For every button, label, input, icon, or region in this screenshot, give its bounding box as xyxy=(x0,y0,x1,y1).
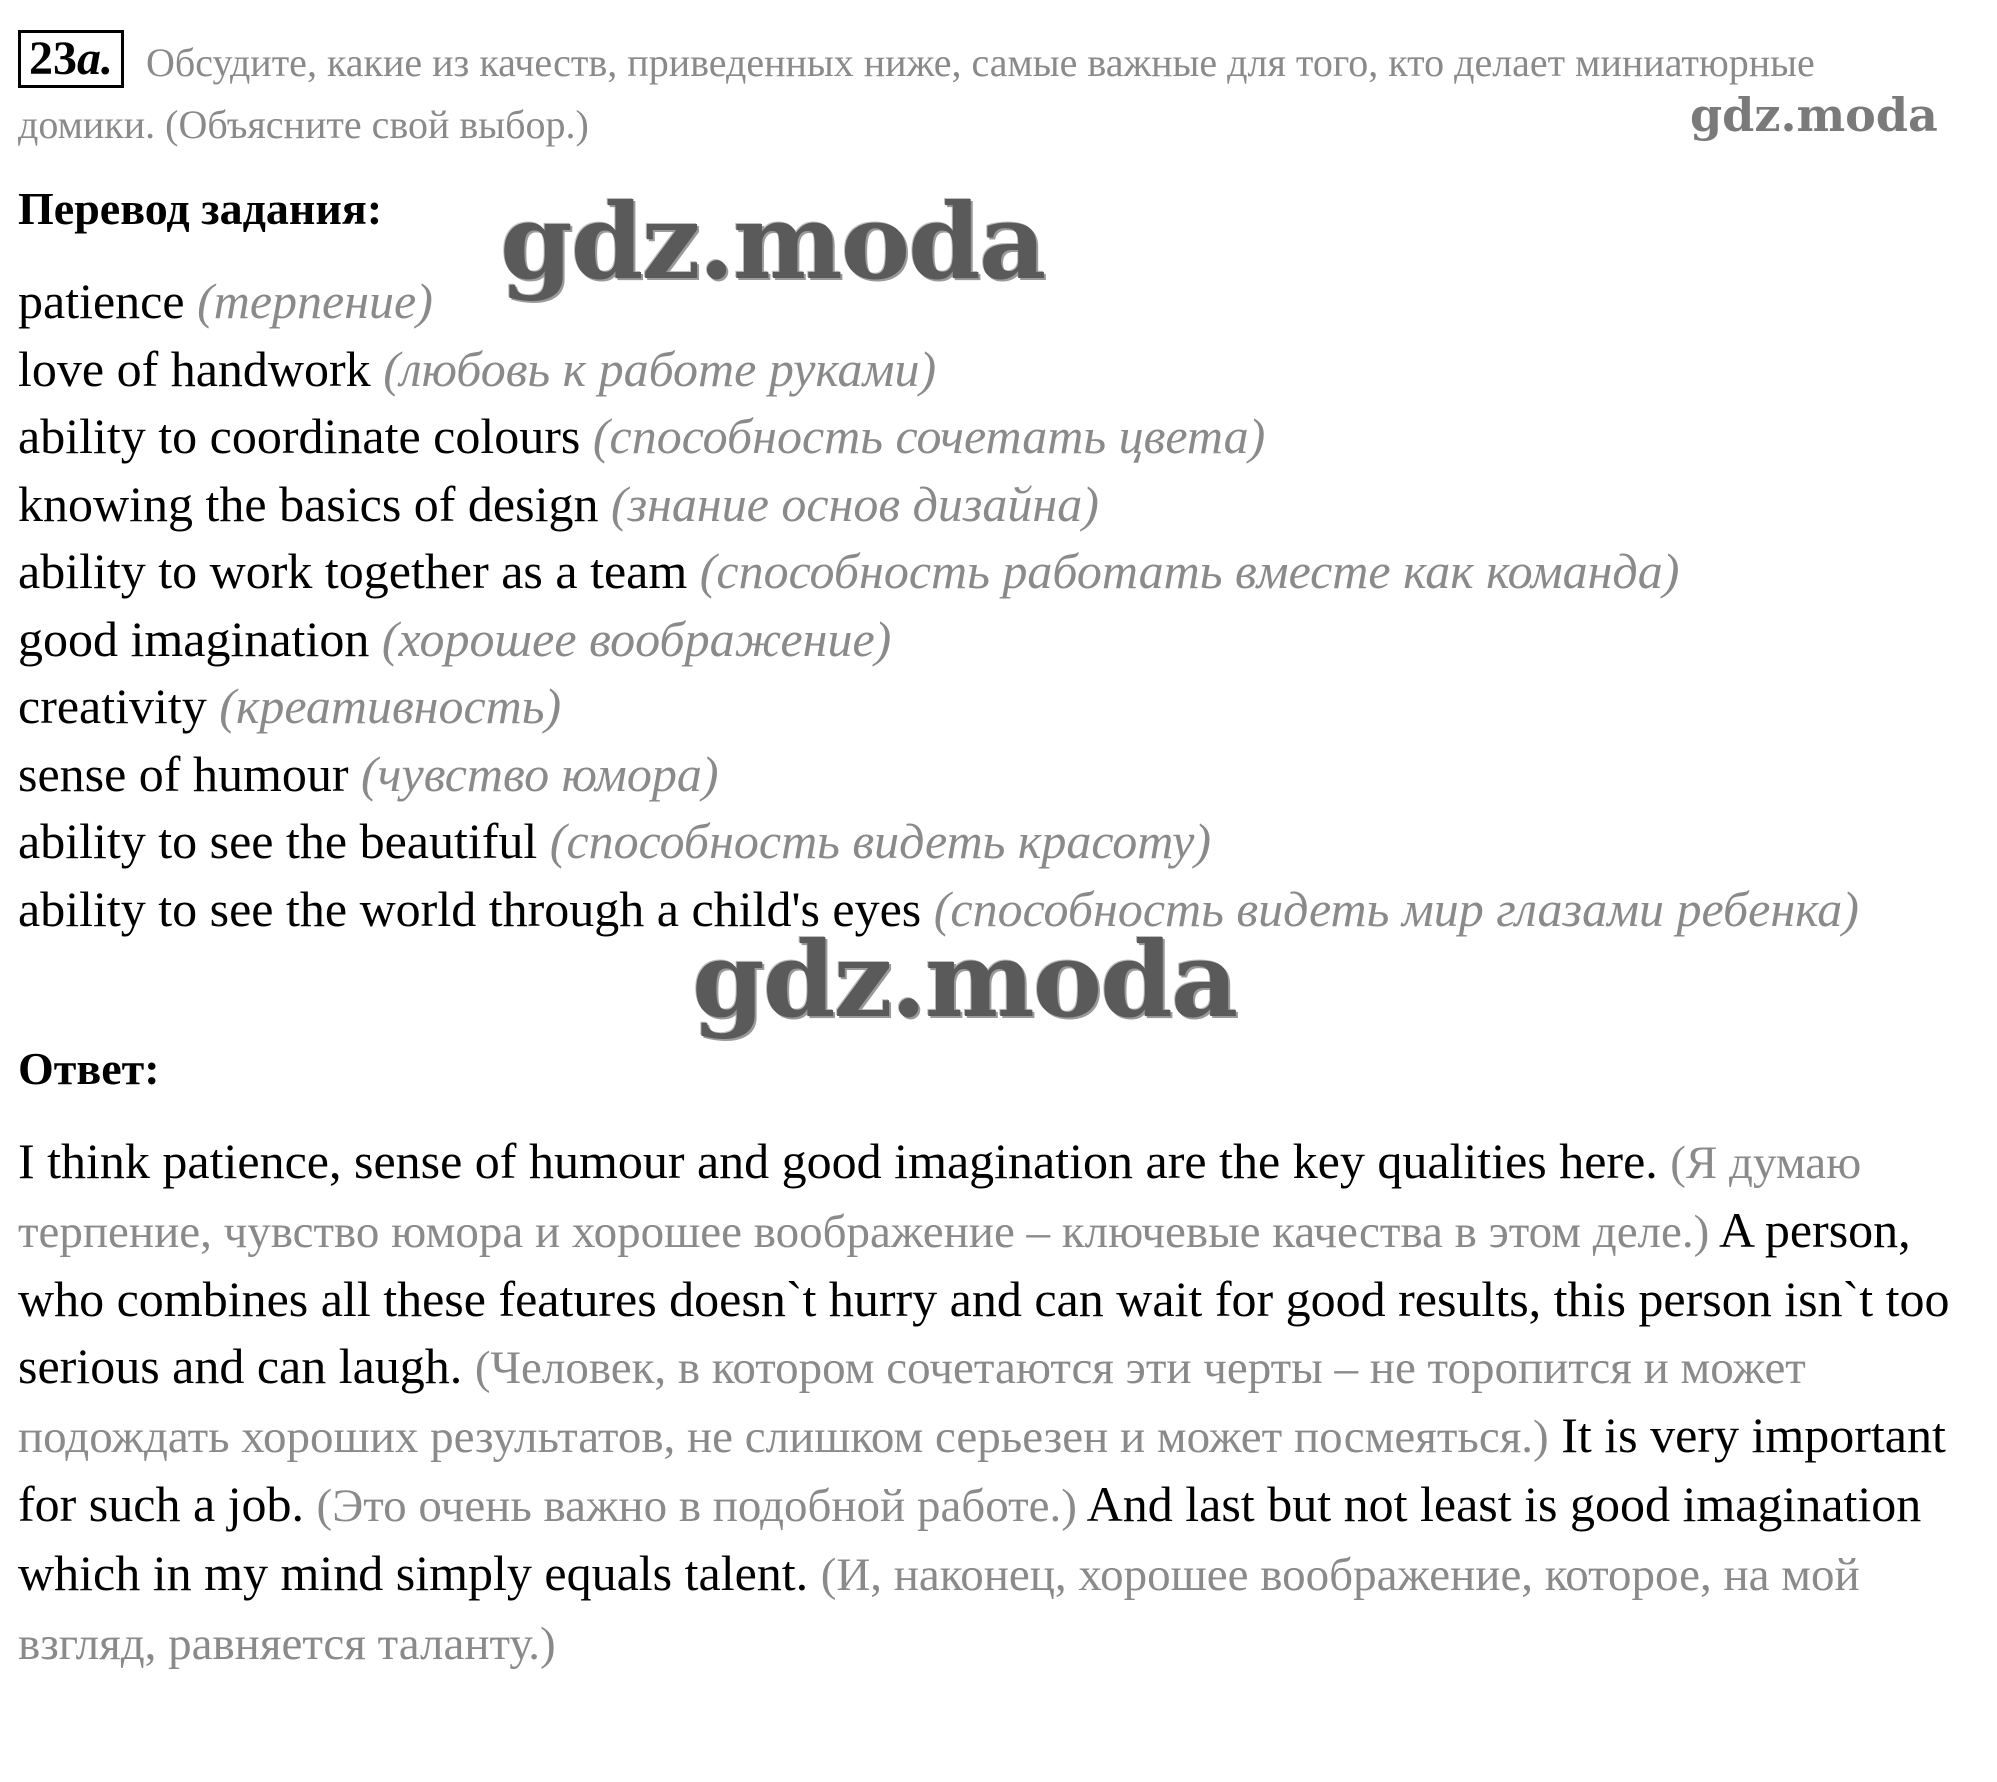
list-item: sense of humour (чувство юмора) xyxy=(18,745,719,802)
qualities-list xyxy=(18,268,1978,943)
translation-heading: Перевод задания: xyxy=(18,183,383,234)
list-item: ability to see the beautiful (способность видеть красоту) xyxy=(18,813,1211,869)
answer-heading: Ответ: xyxy=(18,1043,160,1094)
list-item: love of handwork (любовь к работе руками) xyxy=(18,340,937,397)
watermark-small: gdz.moda xyxy=(1690,88,1938,142)
list-item: good imagination (хорошее воображение) xyxy=(18,610,892,667)
answer-text: I think patience, sense of humour and good imagination are the key qualities here. (Я думаю терпение, чувство юмора и хорошее воображение – ключевые качества в этом деле.) A person, who combines all these features doesn`t hurry and can wait for good results, this person isn`t too serious and can laugh. (Человек, в котором сочетаются эти черты – не торопится и может подождать хороших результатов, не слишком серьезен и может посмеяться.) It is very important for such a job. (Это очень важно в подобной работе.) And last but not least is good imagination which in my mind simply equals talent. (И, наконец, хорошее воображение, которое, на мой взгляд, равняется таланту.) xyxy=(18,1133,1950,1670)
task-block xyxy=(18,30,1878,156)
list-item: ability to work together as a team (способность работать вместе как команда) xyxy=(18,543,1680,599)
list-item: ability to coordinate colours (способность сочетать цвета) xyxy=(18,408,1266,464)
task-number: 23a. xyxy=(18,30,124,88)
watermark-large: gdz.moda xyxy=(692,918,1237,1041)
list-item: patience (терпение) xyxy=(18,273,433,329)
watermark-large: gdz.moda xyxy=(500,180,1045,303)
list-item: ability to see the world through a child's eyes (способность видеть мир глазами ребенка) xyxy=(18,880,1859,937)
list-item: knowing the basics of design (знание основ дизайна) xyxy=(18,475,1099,532)
task-text: Обсудите, какие из качеств, приведенных ниже, самые важные для того, кто делает миниатюрные домики. (Объясните свой выбор.) xyxy=(18,40,1815,147)
list-item: creativity (креативность) xyxy=(18,678,562,734)
